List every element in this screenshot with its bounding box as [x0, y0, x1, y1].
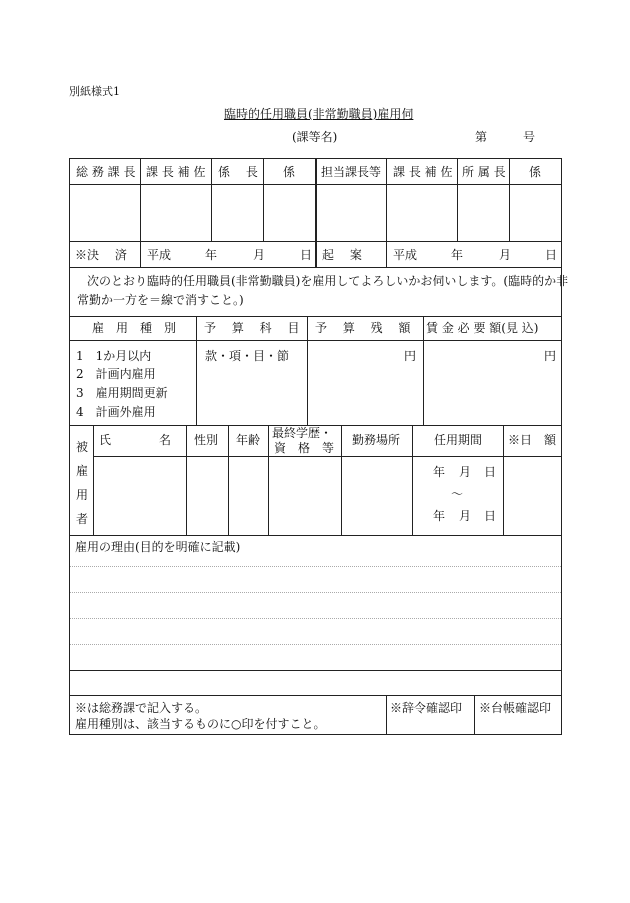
header-deputy-chief-right: 課 長 補 佐 — [393, 165, 453, 179]
employment-type-option: 3 雇用期間更新 — [76, 386, 168, 400]
decision-era: 平成 — [147, 248, 172, 262]
col-line — [412, 425, 413, 535]
reason-line — [70, 566, 561, 567]
col-line — [474, 695, 475, 734]
col-line — [140, 241, 141, 267]
period-from-year: 年 — [433, 465, 446, 479]
budget-balance-yen: 円 — [404, 349, 417, 363]
employee-side-label: 者 — [76, 512, 89, 526]
period-from-month: 月 — [459, 465, 472, 479]
col-line — [503, 425, 504, 535]
header-daily-rate: ※日 額 — [508, 433, 557, 447]
appointment-stamp-label: ※辞令確認印 — [390, 701, 463, 715]
row-line — [70, 340, 561, 341]
header-deputy-chief: 課 長 補 佐 — [146, 165, 206, 179]
decision-year: 年 — [205, 248, 218, 262]
request-text-line2: 常勤か一方を＝線で消すこと。) — [77, 293, 244, 307]
employment-type-option: 1 1か月以内 — [76, 349, 152, 363]
ledger-stamp-label: ※台帳確認印 — [479, 701, 552, 715]
doc-number-prefix: 第 — [475, 130, 488, 144]
header-employment-type: 雇 用 種 別 — [92, 321, 177, 335]
decision-month: 月 — [253, 248, 266, 262]
header-staff-right: 係 — [529, 165, 542, 179]
col-line — [196, 316, 197, 425]
row-line — [70, 535, 561, 536]
header-subsection-chief: 係 長 — [218, 165, 258, 179]
draft-year: 年 — [451, 248, 464, 262]
employment-type-option: 2 計画内雇用 — [76, 367, 156, 381]
header-general-affairs-chief: 総 務 課 長 — [76, 165, 136, 179]
col-line — [211, 159, 212, 241]
required-wage-yen: 円 — [544, 349, 557, 363]
form-number: 別紙様式1 — [69, 85, 120, 98]
row-line — [70, 695, 561, 696]
header-qualification: 資 格 等 — [274, 441, 335, 455]
row-line — [70, 267, 561, 268]
col-line — [423, 316, 424, 425]
reason-line — [70, 592, 561, 593]
header-gender: 性別 — [194, 433, 219, 447]
employee-side-label: 用 — [76, 488, 89, 502]
col-line — [263, 159, 264, 241]
budget-item-label: 款・項・目・節 — [205, 349, 290, 363]
request-text-line1: 次のとおり臨時的任用職員(非常勤職員)を雇用してよろしいかお伺いします。(臨時的か非 — [87, 274, 569, 288]
footer-note-employment-type: 雇用種別は、該当するものに○印を付すこと。 — [75, 717, 326, 731]
col-line — [228, 425, 229, 535]
col-line — [457, 159, 458, 241]
header-budget-balance: 予 算 残 額 — [315, 321, 411, 335]
header-appointment-period: 任用期間 — [434, 433, 483, 447]
header-age: 年齢 — [236, 433, 261, 447]
draft-day: 日 — [545, 248, 558, 262]
col-line — [386, 159, 387, 241]
row-line — [93, 456, 561, 457]
header-name: 氏 名 — [99, 433, 172, 447]
header-responsible-chief: 担当課長等 — [321, 165, 382, 179]
period-to-day: 日 — [484, 509, 497, 523]
header-staff: 係 — [283, 165, 296, 179]
header-budget-item: 予 算 科 目 — [204, 321, 300, 335]
draft-era: 平成 — [393, 248, 418, 262]
draft-month: 月 — [499, 248, 512, 262]
col-line — [268, 425, 269, 535]
row-line — [70, 670, 561, 671]
dept-name-placeholder: (課等名) — [292, 130, 338, 144]
employment-type-option: 4 計画外雇用 — [76, 405, 156, 419]
col-line — [307, 316, 308, 425]
header-education: 最終学歴・ — [272, 426, 333, 440]
center-divider — [315, 159, 317, 267]
period-to-year: 年 — [433, 509, 446, 523]
footer-note-general-affairs: ※は総務課で記入する。 — [75, 701, 208, 715]
col-line — [509, 159, 510, 241]
period-from-day: 日 — [484, 465, 497, 479]
header-required-wage: 賃 金 必 要 額(見 込) — [426, 321, 539, 335]
row-line — [70, 316, 561, 317]
period-to-month: 月 — [459, 509, 472, 523]
col-line — [386, 695, 387, 734]
col-line — [386, 241, 387, 267]
draft-label: 起 案 — [322, 248, 362, 262]
col-line — [341, 425, 342, 535]
col-line — [140, 159, 141, 241]
request-form — [69, 158, 569, 735]
period-tilde: 〜 — [451, 487, 464, 501]
reason-label: 雇用の理由(目的を明確に記載) — [75, 540, 241, 554]
doc-number-suffix: 号 — [523, 130, 536, 144]
decision-day: 日 — [300, 248, 313, 262]
reason-line — [70, 618, 561, 619]
reason-line — [70, 644, 561, 645]
col-line — [186, 425, 187, 535]
header-department-head: 所 属 長 — [462, 165, 506, 179]
header-workplace: 勤務場所 — [352, 433, 401, 447]
decision-label: ※決 済 — [75, 248, 127, 262]
form-title: 臨時的任用職員(非常勤職員)雇用伺 — [224, 107, 414, 121]
employee-side-label: 被 — [76, 440, 89, 454]
employee-side-label: 雇 — [76, 464, 89, 478]
col-line — [93, 425, 94, 535]
